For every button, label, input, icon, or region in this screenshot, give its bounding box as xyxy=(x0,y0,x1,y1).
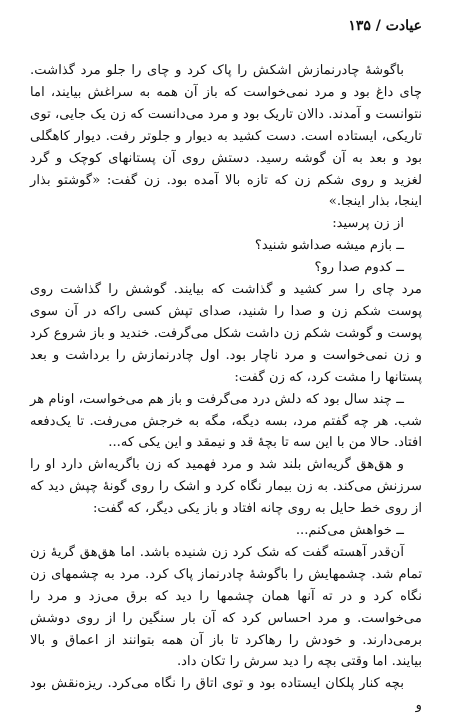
dialog-line-4: ــ خواهش می‌کنم... xyxy=(295,523,404,539)
dialog-line-1: ــ بازم میشه صداشو شنید؟ xyxy=(254,238,404,254)
running-header: عیادت / ۱۳۵ xyxy=(348,18,422,34)
dialog-line-3: ــ چند سال بود که دلش درد می‌گرفت و باز هم می‌خواست، اونام هر شب. هر چه گفتم مرد، بسه دیگه، مگه به خرجش می‌رفت. تا یک‌دفعه افتاد. حالا من با این سه تا بچهٔ قد و نیمقد و این یکی که... xyxy=(30,391,422,451)
paragraph-4: و هق‌هق گریه‌اش بلند شد و مرد فهمید که زن باگریه‌اش دارد او را سرزنش می‌کند. به زن بیمار نگاه کرد و اشک را روی گونهٔ چپش دید که از روی خط حایل به روی چانه افتاد و باز یکی دیگر، که گفت: xyxy=(30,457,422,517)
page-body xyxy=(30,60,422,717)
paragraph-5: آن‌قدر آهسته گفت که شک کرد زن شنیده باشد. اما هق‌هق گریهٔ زن تمام شد. چشمهایش را باگوشهٔ چادرنماز پاک کرد. مرد به چشمهای زن نگاه کرد و در ته آنها همان چشمها را دید که برق می‌زد و مرد را می‌خواست. و مرد احساس کرد که آن بار سنگین را از روی دوشش برمی‌دارند. و خودش را رهاکرد تا باز آن همه بتوانند از اعماق و بالا بیایند. اما وقتی بچه را دید سرش را تکان داد. xyxy=(30,544,422,670)
paragraph-6: بچه کنار پلکان ایستاده بود و توی اتاق را نگاه می‌کرد. ریزه‌نقش بود و xyxy=(30,676,422,714)
dialog-line-2: ــ کدوم صدا رو؟ xyxy=(314,260,404,276)
paragraph-3: مرد چای را سر کشید و گذاشت که بیایند. گوشش را گذاشت روی پوست شکم زن و صدا را شنید، صدای تپش کسی راکه در آن سوی پوست و گوشت شکم زن داشت شکل می‌گرفت. خندید و باز شروع کرد و زن نمی‌خواست و مرد ناچار بود. اول چادرنمازش را برداشت و بعد پستانها را مشت کرد، که زن گفت: xyxy=(30,282,422,385)
paragraph-1: باگوشهٔ چادرنمازش اشکش را پاک کرد و چای را جلو مرد گذاشت. چای داغ بود و مرد نمی‌خواست که باز آن همه به سراغش بیایند، اما نتوانست و آمدند. دالان تاریک بود و مرد می‌دانست که زن یک جایی، توی تاریکی، ایستاده است. دست کشید به دیوار و جلوتر رفت. دیوار کاهگلی بود و بعد به آن گوشه رسید. دستش روی آن پستانهای کوچک و گرد لغزید و روی شکم زن که تازه بالا آمده بود. زن گفت: «گوشتو بذار اینجا، بذار اینجا.» xyxy=(30,63,422,210)
paragraph-2: از زن پرسید: xyxy=(332,216,404,232)
